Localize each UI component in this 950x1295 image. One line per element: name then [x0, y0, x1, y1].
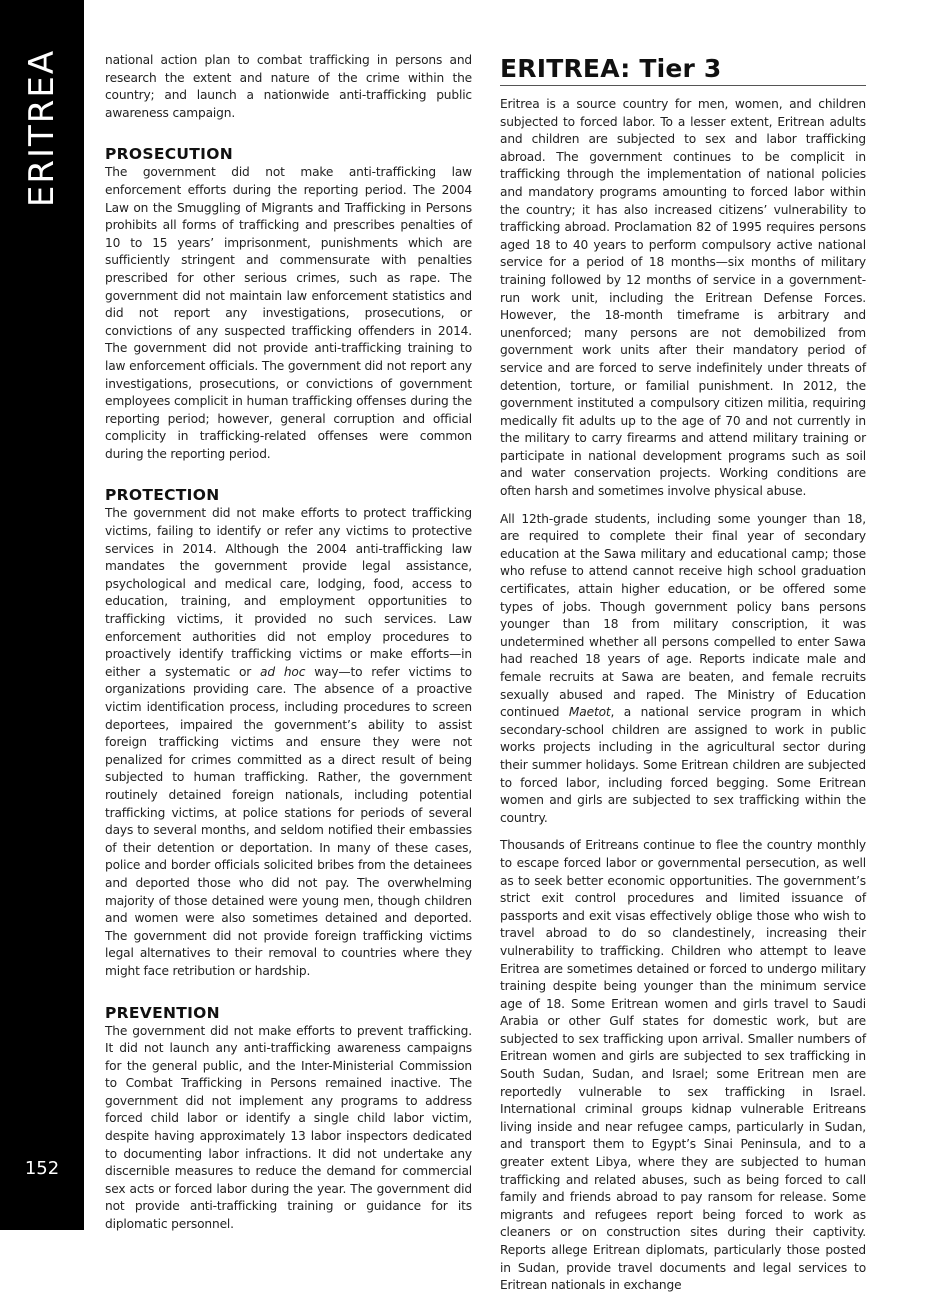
paragraph-2-part-1: All 12th-grade students, including some younger than 18, are required to complete their final year of secondary education at the Sawa military and educational camp; those who refuse to attend cannot receive high school graduation certificates, attain higher education, or be offered some types of jobs. Though government policy bans persons younger than 18 from military conscription, it was undetermined whether all persons compelled to enter Sawa had reached 18 years of age. Reports indicate male and female recruits at Sawa are beaten, and female recruits sexually abused and raped. The Ministry of Education continued: [500, 511, 866, 720]
prevention-paragraph: The government did not make efforts to prevent trafficking. It did not launch any anti-trafficking awareness campaigns for the general public, and the Inter-Ministerial Commission to Combat Trafficking in Persons remained inactive. The government did not implement any programs to address forced child labor or identify a single child labor victim, despite having approximately 13 labor inspectors dedicated to documenting labor infractions. It did not undertake any discernible measures to reduce the demand for commercial sex acts or forced labor during the year. The government did not provide anti-trafficking training or guidance for its diplomatic personnel.: [105, 1023, 472, 1232]
overview-paragraph-3: Thousands of Eritreans continue to flee the country monthly to escape forced labor or governmental persecution, as well as to seek better economic opportunities. The government’s strict exit control procedures and limited issuance of passports and exit visas effectively oblige those who wish to travel abroad to do so clandestinely, increasing their vulnerability to trafficking. Children who attempt to leave Eritrea are sometimes detained or forced to undergo military training despite being younger than the minimum service age of 18. Some Eritrean women and girls travel to Saudi Arabia or other Gulf states for domestic work, but are subjected to sex trafficking upon arrival. Smaller numbers of Eritrean women and girls are subjected to sex trafficking in South Sudan, Sudan, and Israel; some Eritrean men are reportedly vulnerable to sex trafficking in Israel. International criminal groups kidnap vulnerable Eritreans living inside and near refugee camps, particularly in Sudan, and transport them to Egypt’s Sinai Peninsula, and to a greater extent Libya, where they are subjected to human trafficking and related abuses, such as being forced to call family and friends abroad to pay ransom for release. Some migrants and refugees report being forced to work as cleaners or on construction sites during their captivity. Reports allege Eritrean diplomats, particularly those posted in Sudan, provide travel documents and legal services to Eritrean nationals in exchange: [500, 838, 866, 1293]
right-column: [500, 54, 866, 1295]
protection-italic-term: ad hoc: [260, 664, 306, 679]
prosecution-paragraph: The government did not make anti-trafficking law enforcement efforts during the reporting period. The 2004 Law on the Smuggling of Migrants and Trafficking in Persons prohibits all forms of trafficking and prescribes penalties of 10 to 15 years’ imprisonment, punishments which are sufficiently stringent and commensurate with penalties prescribed for other serious crimes, such as rape. The government did not maintain law enforcement statistics and did not report any investigations, prosecutions, or convictions of any suspected trafficking offenders in 2014. The government did not provide anti-trafficking training to law enforcement officials. The government did not report any investigations, prosecutions, or convictions of government employees complicit in human trafficking offenses during the reporting period; however, general corruption and official complicity in trafficking-related offenses were common during the reporting period.: [105, 165, 472, 461]
page-number: 152: [24, 1158, 60, 1179]
paragraph-2-part-2: , a national service program in which secondary-school children are assigned to work in public works projects including in the agricultural sector during their summer holidays. Some Eritrean children are subjected to forced labor, including forced begging. Some Eritrean women and girls are subjected to sex trafficking within the country.: [500, 705, 866, 825]
sidebar: [0, 0, 84, 1230]
prosecution-heading: PROSECUTION: [105, 145, 233, 164]
protection-text-part-1: The government did not make efforts to protect trafficking victims, failing to identify or refer any victims to protective services in 2014. Although the 2004 anti-trafficking law mandates the government provide legal assistance, psychological and medical care, lodging, food, access to education, training, and employment opportunities to trafficking victims, it provided no such services. Law enforcement authorities did not employ procedures to proactively identify trafficking victims or make efforts—in either a systematic or: [105, 506, 472, 679]
country-side-title: ERITREA: [22, 48, 62, 208]
intro-paragraph: national action plan to combat trafficking in persons and research the extent and nature of the crime within the country; and launch a nationwide anti-trafficking public awareness campaign.: [105, 53, 472, 120]
maetot-italic: Maetot: [568, 705, 611, 720]
protection-text-part-2: way—to refer victims to organizations providing care. The absence of a proactive victim identification process, including procedures to screen deportees, impaired the government’s ability to assist foreign trafficking victims and ensure they were not penalized for crimes committed as a direct result of being subjected to human trafficking. Rather, the government routinely detained foreign nationals, including potential trafficking victims, at police stations for periods of several days to several months, and seldom notified their embassies of their detention or deportation. In many of these cases, police and border officials solicited bribes from the detainees and deported those who did not pay. The overwhelming majority of those detained were young men, though children and women were also sometimes detained and deported. The government did not provide foreign trafficking victims legal alternatives to their removal to countries where they might face retribution or hardship.: [105, 664, 472, 978]
overview-paragraph-1: Eritrea is a source country for men, women, and children subjected to forced labor. To a lesser extent, Eritrean adults and children are subjected to sex and labor trafficking abroad. The government continues to be complicit in trafficking through the implementation of national policies and mandatory programs amounting to forced labor within the country; it has also increased citizens’ vulnerability to trafficking abroad. Proclamation 82 of 1995 requires persons aged 18 to 40 years to perform compulsory active national service for a period of 18 months—six months of military training followed by 12 months of service in a government-run work unit, including the Eritrean Defense Forces. However, the 18-month timeframe is arbitrary and unenforced; many persons are not demobilized from government work units after their mandatory period of service and are forced to serve indefinitely under threats of detention, torture, or familial punishment. In 2012, the government instituted a compulsory citizen militia, requiring medically fit adults up to the age of 70 and not currently in the military to carry firearms and attend military training or participate in national development programs such as soil and water conservation projects. Working conditions are often harsh and sometimes involve physical abuse.: [500, 97, 866, 499]
protection-paragraph: [105, 505, 472, 980]
prevention-heading: PREVENTION: [105, 1003, 220, 1022]
country-tier-title: ERITREA: Tier 3: [500, 54, 866, 86]
protection-heading: PROTECTION: [105, 486, 220, 505]
overview-paragraph-2: [500, 511, 866, 828]
left-column: [105, 52, 472, 1234]
